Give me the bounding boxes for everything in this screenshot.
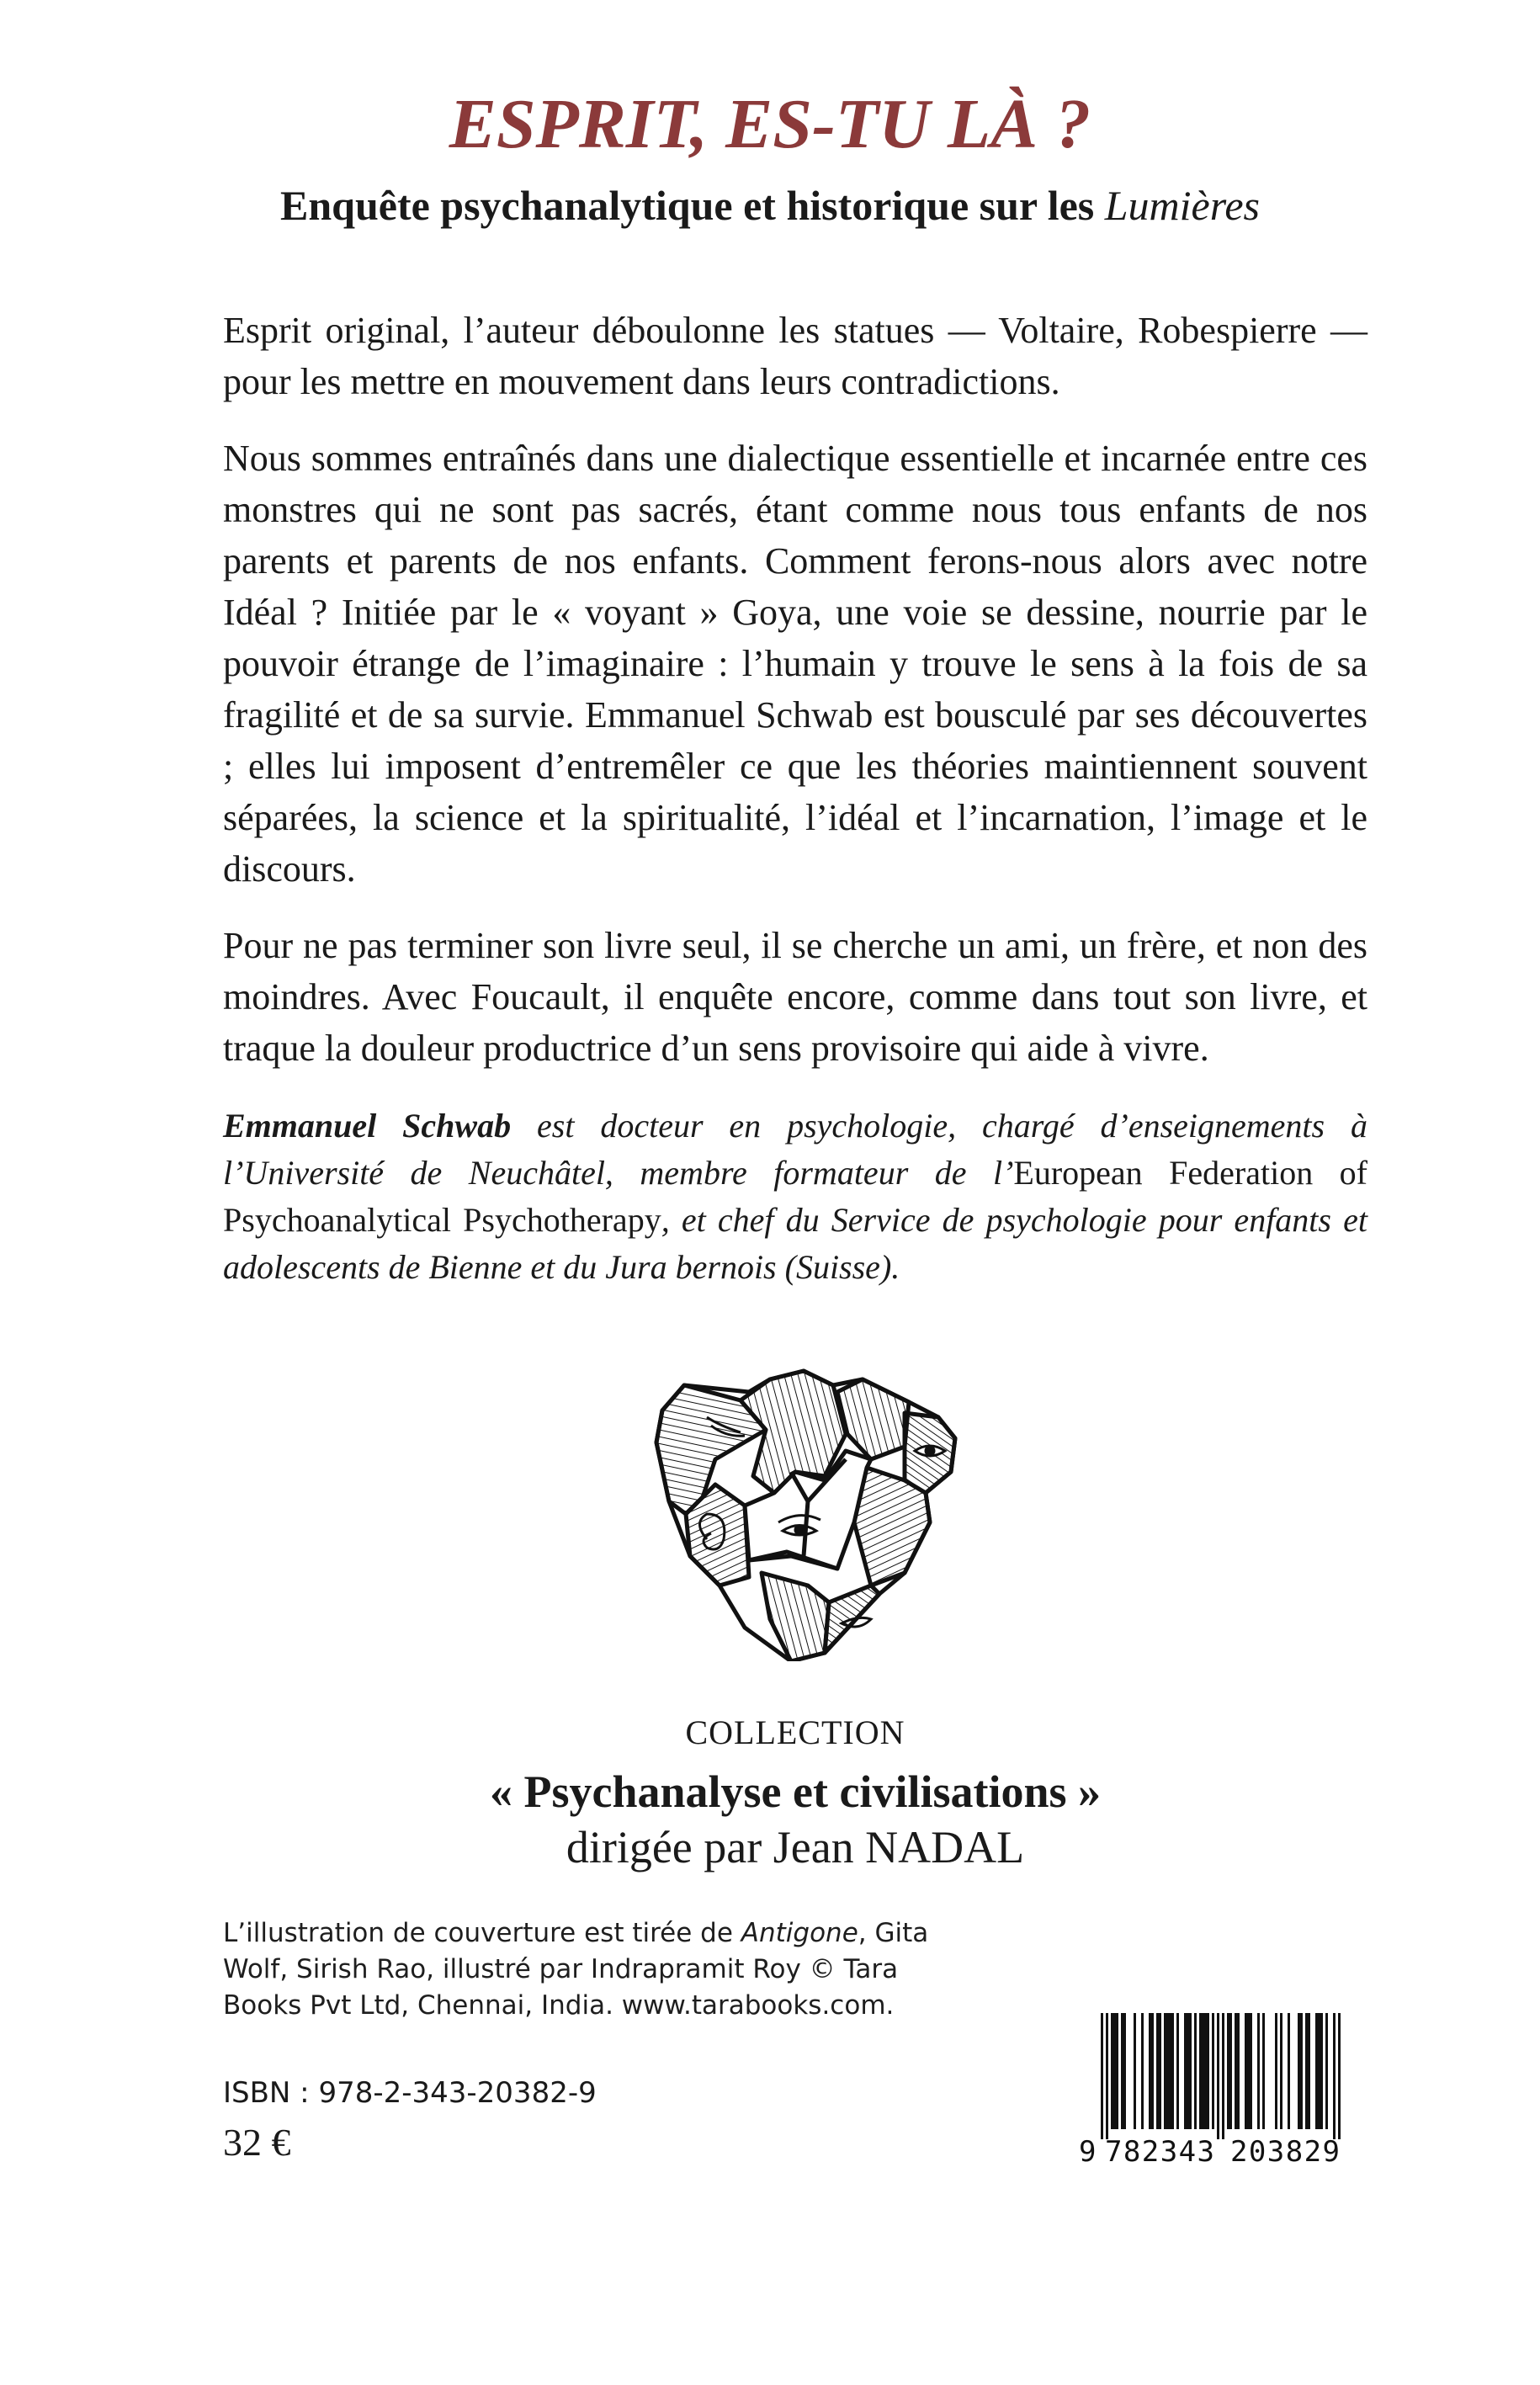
barcode-bar: [1176, 2013, 1179, 2129]
barcode-bar: [1164, 2013, 1166, 2129]
cubist-face-illustration-icon: [627, 1333, 964, 1661]
barcode-guard-bar: [1338, 2013, 1341, 2139]
barcode-bar: [1237, 2013, 1240, 2129]
barcode-guard-bar: [1217, 2013, 1219, 2139]
barcode-bar: [1194, 2013, 1197, 2129]
bottom-left: [223, 1915, 980, 2165]
collection-name: « Psychanalyse et civilisations »: [490, 1766, 1101, 1817]
barcode-guard-bar: [1101, 2013, 1103, 2139]
barcode-bars: [1101, 2013, 1341, 2139]
barcode-bar: [1141, 2013, 1144, 2129]
barcode-bar: [1229, 2013, 1232, 2129]
barcode-bar: [1111, 2013, 1113, 2129]
barcode-bar: [1247, 2013, 1250, 2129]
collection-label: COLLECTION: [685, 1713, 905, 1751]
book-title: ESPRIT, ES-TU LÀ ?: [449, 85, 1091, 163]
barcode-bar: [1204, 2013, 1207, 2129]
barcode-bar: [1113, 2013, 1116, 2129]
barcode-bar: [1300, 2013, 1303, 2129]
pupil-right: [926, 1447, 934, 1455]
barcode-bar: [1235, 2013, 1237, 2129]
barcode-bar: [1184, 2013, 1187, 2129]
barcode-guard-bar: [1106, 2013, 1108, 2139]
barcode-bar: [1123, 2013, 1126, 2129]
illustration-credits: [223, 1915, 980, 2024]
barcode-bar: [1250, 2013, 1252, 2129]
barcode-bar: [1171, 2013, 1174, 2129]
barcode-bar: [1212, 2013, 1214, 2129]
barcode-bar: [1187, 2013, 1189, 2129]
book-subtitle: [0, 178, 1540, 232]
barcode-bar: [1308, 2013, 1310, 2129]
subtitle-italic: Lumières: [1104, 182, 1261, 229]
blurb-paragraph-1: Esprit original, l’auteur déboulonne les statues — Voltaire, Robespierre — pour les mettre en mouvement dans leurs contradictions.: [223, 310, 1367, 402]
price: 32 €: [223, 2121, 291, 2164]
barcode-bar: [1149, 2013, 1151, 2129]
barcode-bar: [1134, 2013, 1136, 2129]
blurb-paragraph-2: Nous sommes entraînés dans une dialectique essentielle et incarnée entre ces monstres qui ne sont pas sacrés, étant comme nous tous enfants de nos parents et parents de nos enfants. Comment ferons-nous alors avec notre Idéal ? Initiée par le « voyant » Goya, une voie se dessine, nourrie par le pouvoir étrange de l’imaginaire : l’humain y trouve le sens à la fois de sa fragilité et de sa survie. Emmanuel Schwab est bousculé par ses découvertes ; elles lui imposent d’entremêler ce que les théories maintiennent souvent séparées, la science et la spiritualité, l’idéal et l’incarnation, l’image et le discours.: [223, 438, 1367, 890]
credits-text-1: L’illustration de couverture est tirée de: [223, 1918, 741, 1948]
barcode-bar: [1288, 2013, 1290, 2129]
barcode-bar: [1227, 2013, 1229, 2129]
bio-organization: European Federation of Psychoanalytical Psychotherapy: [223, 1154, 1367, 1239]
barcode-bar: [1189, 2013, 1192, 2129]
subtitle-main: Enquête psychanalytique et historique sur les: [279, 182, 1105, 229]
collection-block: [223, 1712, 1367, 1873]
barcode-bar: [1280, 2013, 1282, 2129]
barcode-bar: [1262, 2013, 1265, 2129]
barcode: [1077, 2010, 1367, 2165]
credits-text-2: , Gita Wolf, Sirish Rao, illustré par Indrapramit Roy © Tara Books Pvt Ltd, Chennai, India. www.tarabooks.com.: [223, 1918, 929, 2021]
barcode-guard-bar: [1333, 2013, 1336, 2139]
barcode-bar: [1298, 2013, 1300, 2129]
bottom-row: [223, 1915, 1367, 2165]
credits-book-title: Antigone: [741, 1918, 858, 1948]
barcode-guard-bar: [1222, 2013, 1224, 2139]
collection-director: dirigée par Jean NADAL: [566, 1822, 1025, 1872]
blurb: [223, 305, 1367, 1074]
barcode-bar: [1305, 2013, 1308, 2129]
barcode-bar: [1245, 2013, 1247, 2129]
pupil-center: [795, 1526, 804, 1534]
barcode-bar: [1315, 2013, 1318, 2129]
isbn: ISBN : 978-2-343-20382-9: [223, 2076, 597, 2110]
barcode-digits-left: 782343: [1105, 2135, 1214, 2165]
blurb-paragraph-3: Pour ne pas terminer son livre seul, il se cherche un ami, un frère, et non des moindres. Avec Foucault, il enquête encore, comme dans tout son livre, et traque la douleur productrice d’un sens provisoire qui aide à vivre.: [223, 925, 1367, 1069]
barcode-bar: [1318, 2013, 1320, 2129]
barcode-bar: [1207, 2013, 1209, 2129]
barcode-bar: [1169, 2013, 1171, 2129]
barcode-bar: [1199, 2013, 1202, 2129]
bio-text-1: est docteur en psychologie, chargé d’enseignements à l’Université de Neuchâtel, membre formateur de l’: [223, 1107, 1367, 1192]
barcode-icon: [1077, 2010, 1367, 2165]
author-bio: [223, 1102, 1367, 1291]
barcode-bar: [1151, 2013, 1154, 2129]
barcode-bar: [1320, 2013, 1323, 2129]
barcode-bar: [1116, 2013, 1118, 2129]
author-name: Emmanuel Schwab: [223, 1107, 512, 1145]
barcode-bar: [1257, 2013, 1260, 2129]
barcode-bar: [1325, 2013, 1328, 2129]
barcode-bar: [1166, 2013, 1169, 2129]
illustration-svg: [627, 1333, 964, 1661]
barcode-bar: [1275, 2013, 1277, 2129]
header-block: [0, 82, 1540, 232]
barcode-digits-right: 203829: [1230, 2135, 1340, 2165]
barcode-digit-first: 9: [1079, 2135, 1097, 2165]
barcode-bar: [1202, 2013, 1204, 2129]
barcode-bar: [1121, 2013, 1123, 2129]
main-column: [223, 305, 1367, 2165]
barcode-bar: [1159, 2013, 1161, 2129]
bio-text-2: , et chef du Service de psychologie pour enfants et adolescents de Bienne et du Jura bernois (Suisse).: [223, 1201, 1367, 1286]
barcode-bar: [1156, 2013, 1159, 2129]
